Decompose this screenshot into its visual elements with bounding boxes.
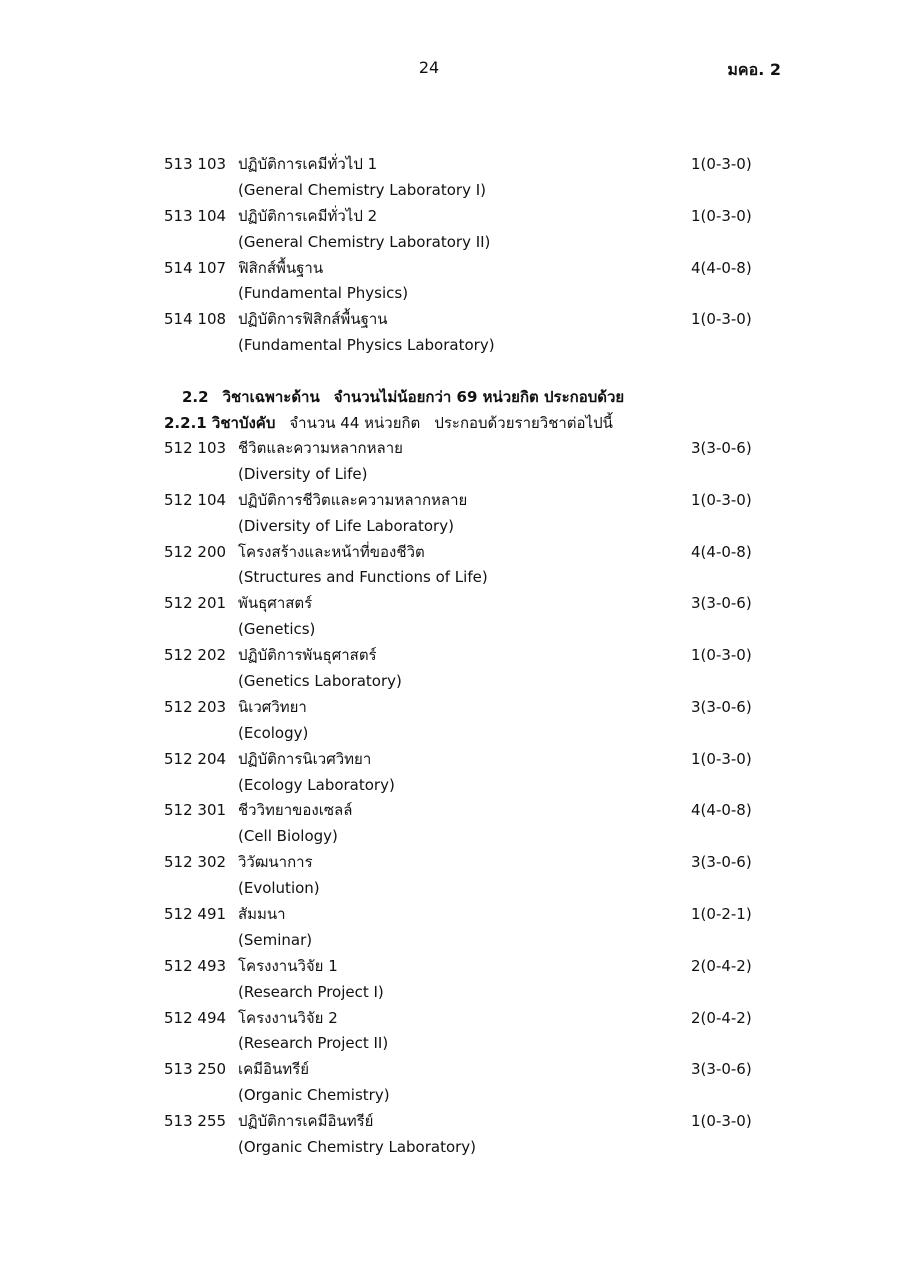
course-code: 513 103	[164, 155, 227, 173]
course-title-th: ปฏิบัติการเคมีอินทรีย์	[238, 1112, 374, 1131]
course-list-top	[164, 152, 764, 359]
course-title-en: (Diversity of Life)	[238, 464, 368, 483]
course-title-en: (Research Project I)	[238, 982, 384, 1001]
course-title-th: โครงงานวิจัย 2	[238, 1008, 338, 1027]
course-code: 512 104	[164, 490, 227, 509]
subsection-label: 2.2.1 วิชาบังคับ	[164, 414, 276, 432]
course-row	[164, 204, 764, 230]
course-row	[164, 540, 764, 566]
course-row-en	[164, 617, 764, 643]
course-title-en: (Genetics)	[238, 620, 316, 639]
course-row-en	[164, 721, 764, 747]
course-code: 514 108	[164, 310, 227, 329]
course-credits: 3(3-0-6)	[691, 439, 752, 457]
course-row	[164, 152, 764, 178]
course-code: 513 255	[164, 1112, 227, 1131]
course-credits: 2(0-4-2)	[691, 1008, 752, 1027]
course-code: 514 107	[164, 258, 227, 277]
course-code: 512 103	[164, 439, 227, 457]
course-row-en	[164, 333, 764, 359]
course-credits: 4(4-0-8)	[691, 258, 752, 277]
course-row	[164, 1109, 764, 1135]
course-title-en: (General Chemistry Laboratory I)	[238, 180, 486, 199]
course-title-th: ชีววิทยาของเซลล์	[238, 801, 353, 820]
course-credits: 3(3-0-6)	[691, 1060, 752, 1079]
course-code: 512 200	[164, 542, 227, 561]
course-title-en: (Structures and Functions of Life)	[238, 568, 488, 587]
course-credits: 3(3-0-6)	[691, 697, 752, 716]
course-title-th: วิวัฒนาการ	[238, 853, 313, 872]
course-list-required	[164, 436, 764, 1161]
course-title-th: ปฏิบัติการพันธุศาสตร์	[238, 646, 377, 665]
course-title-en: (General Chemistry Laboratory II)	[238, 232, 491, 251]
course-row-en	[164, 1031, 764, 1057]
course-title-en: (Evolution)	[238, 879, 320, 898]
course-title-th: ฟิสิกส์พื้นฐาน	[238, 258, 324, 277]
course-code: 512 494	[164, 1008, 227, 1027]
course-title-en: (Ecology)	[238, 723, 309, 742]
course-title-th: สัมมนา	[238, 905, 286, 924]
course-row-en	[164, 281, 764, 307]
course-title-th: ปฏิบัติการเคมีทั่วไป 1	[238, 155, 378, 173]
course-credits: 1(0-2-1)	[691, 905, 752, 924]
course-title-en: (Diversity of Life Laboratory)	[238, 516, 454, 535]
course-row	[164, 902, 764, 928]
course-credits: 1(0-3-0)	[691, 749, 752, 768]
course-title-th: ปฏิบัติการนิเวศวิทยา	[238, 749, 372, 768]
course-title-en: (Cell Biology)	[238, 827, 338, 846]
course-credits: 1(0-3-0)	[691, 1112, 752, 1131]
course-row	[164, 256, 764, 282]
course-row	[164, 307, 764, 333]
section-detail: จำนวนไม่น้อยกว่า 69 หน่วยกิต ประกอบด้วย	[333, 388, 625, 406]
course-code: 513 250	[164, 1060, 227, 1079]
course-title-en: (Research Project II)	[238, 1034, 389, 1053]
course-credits: 1(0-3-0)	[691, 310, 752, 329]
course-title-th: นิเวศวิทยา	[238, 697, 307, 716]
course-row-en	[164, 928, 764, 954]
course-title-th: ชีวิตและความหลากหลาย	[238, 439, 403, 457]
course-title-en: (Organic Chemistry Laboratory)	[238, 1138, 477, 1157]
course-row	[164, 1057, 764, 1083]
course-code: 513 104	[164, 206, 227, 225]
course-row-en	[164, 824, 764, 850]
course-row	[164, 695, 764, 721]
course-row	[164, 1006, 764, 1032]
course-credits: 2(0-4-2)	[691, 956, 752, 975]
section-heading	[182, 385, 624, 409]
course-row	[164, 436, 764, 462]
course-row-en	[164, 565, 764, 591]
course-title-th: โครงงานวิจัย 1	[238, 956, 338, 975]
course-title-en: (Ecology Laboratory)	[238, 775, 395, 794]
course-credits: 1(0-3-0)	[691, 490, 752, 509]
course-credits: 4(4-0-8)	[691, 801, 752, 820]
course-code: 512 204	[164, 749, 227, 768]
course-title-en: (Fundamental Physics Laboratory)	[238, 336, 495, 355]
course-title-th: ปฏิบัติการชีวิตและความหลากหลาย	[238, 490, 468, 509]
course-code: 512 202	[164, 646, 227, 665]
course-row-en	[164, 514, 764, 540]
course-credits: 3(3-0-6)	[691, 594, 752, 613]
course-code: 512 302	[164, 853, 227, 872]
course-row	[164, 643, 764, 669]
course-row-en	[164, 462, 764, 488]
course-code: 512 203	[164, 697, 227, 716]
course-row-en	[164, 178, 764, 204]
course-title-th: เคมีอินทรีย์	[238, 1060, 310, 1079]
course-row	[164, 591, 764, 617]
course-code: 512 491	[164, 905, 227, 924]
course-credits: 3(3-0-6)	[691, 853, 752, 872]
document-code: มคอ. 2	[727, 60, 781, 79]
course-row	[164, 798, 764, 824]
course-credits: 4(4-0-8)	[691, 542, 752, 561]
course-row-en	[164, 1083, 764, 1109]
course-row	[164, 954, 764, 980]
section-number: 2.2	[182, 388, 209, 406]
course-title-th: พันธุศาสตร์	[238, 594, 313, 613]
course-title-en: (Genetics Laboratory)	[238, 672, 402, 691]
course-title-en: (Seminar)	[238, 930, 313, 949]
course-title-th: ปฏิบัติการเคมีทั่วไป 2	[238, 206, 378, 225]
course-row-en	[164, 773, 764, 799]
section-title: วิชาเฉพาะด้าน	[222, 388, 320, 406]
course-row-en	[164, 876, 764, 902]
course-code: 512 493	[164, 956, 227, 975]
course-title-en: (Organic Chemistry)	[238, 1086, 390, 1105]
course-credits: 1(0-3-0)	[691, 206, 752, 225]
page-number: 24	[418, 58, 440, 77]
course-row	[164, 850, 764, 876]
course-credits: 1(0-3-0)	[691, 155, 752, 173]
course-row-en	[164, 1135, 764, 1161]
course-row-en	[164, 230, 764, 256]
course-title-th: โครงสร้างและหน้าที่ของชีวิต	[238, 542, 425, 561]
subsection-detail: ประกอบด้วยรายวิชาต่อไปนี้	[434, 414, 613, 432]
subsection-heading	[164, 411, 613, 435]
subsection-count: จำนวน 44 หน่วยกิต	[289, 414, 421, 432]
course-row	[164, 747, 764, 773]
course-row-en	[164, 669, 764, 695]
course-credits: 1(0-3-0)	[691, 646, 752, 665]
course-code: 512 201	[164, 594, 227, 613]
course-row	[164, 488, 764, 514]
course-title-en: (Fundamental Physics)	[238, 284, 409, 303]
course-code: 512 301	[164, 801, 227, 820]
course-title-th: ปฏิบัติการฟิสิกส์พื้นฐาน	[238, 310, 388, 329]
course-row-en	[164, 980, 764, 1006]
